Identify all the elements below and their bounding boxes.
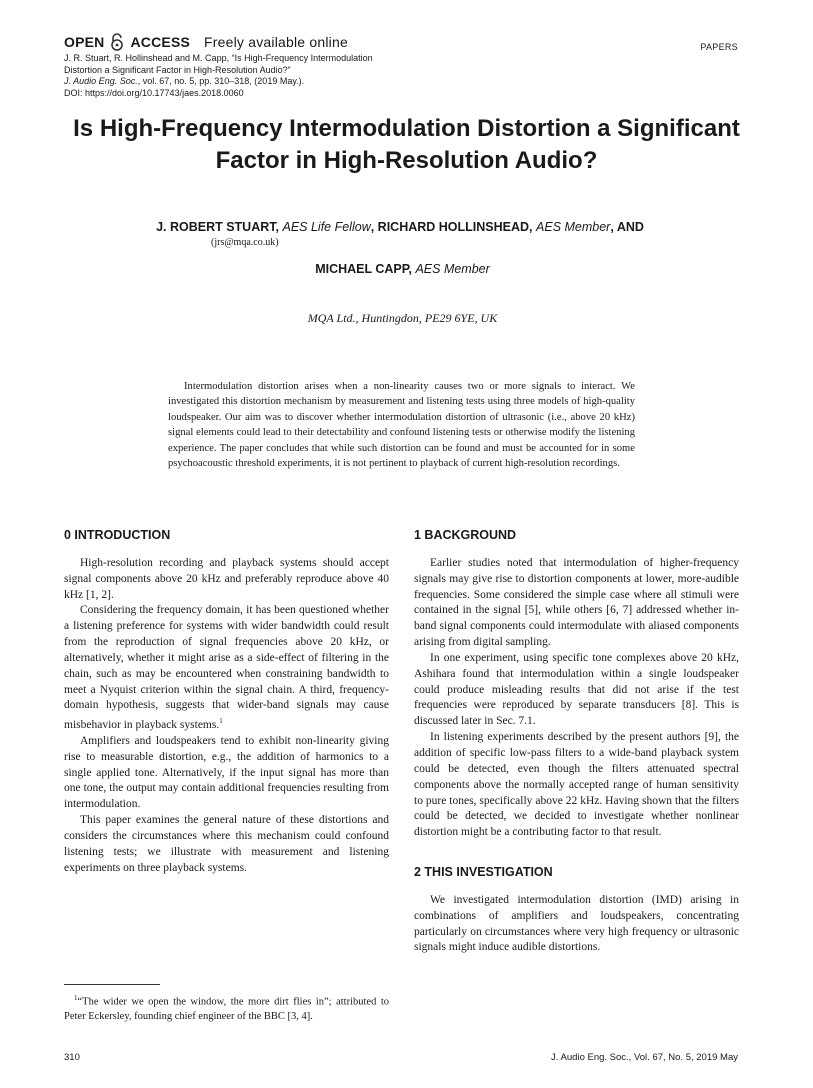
footnote-text: “The wider we open the window, the more dirt flies in”; attributed to Peter Eckersley, founding chief engineer of the BBC [3, 4].: [64, 996, 389, 1022]
footnote-ref[interactable]: 1: [219, 717, 223, 726]
section-label: PAPERS: [700, 42, 738, 52]
paragraph: This paper examines the general nature of these distortions and considers the circumstances where this mechanism could confound listening tests; we illustrate with measurement and listening experiments on three playback systems.: [64, 814, 389, 874]
paragraph: Earlier studies noted that intermodulation of higher-frequency signals may give rise to distortion components at lower, more-audible frequencies. Some considered the simple case where all stimuli were contained in the signal [5], while others [6, 7] addressed whether in-band signal components could intermodulate with aliased components arising from digital sampling.: [414, 556, 739, 649]
oa-open-text: OPEN: [64, 34, 105, 50]
section-heading-background: 1 BACKGROUND: [414, 528, 517, 542]
page-number: 310: [64, 1052, 80, 1063]
affiliation: MQA Ltd., Huntingdon, PE29 6YE, UK: [307, 311, 498, 325]
paper-title: Is High-Frequency Intermodulation Distortion a Significant Factor in High-Resolution Audio?: [73, 115, 740, 174]
author-line: [0, 262, 805, 276]
author-and: , AND: [610, 220, 644, 234]
paragraph: [64, 603, 389, 734]
citation-line: J. R. Stuart, R. Hollinshead and M. Capp, “Is High-Frequency Intermodulation: [64, 53, 373, 63]
oa-free-text: Freely available online: [204, 34, 348, 50]
author-name: MICHAEL CAPP,: [315, 262, 412, 276]
paragraph: In one experiment, using specific tone complexes above 20 kHz, Ashihara found that intermodulation within a single loudspeaker could produce misleading results that did not arise if the test frequencies were reproduced by separate transducers [8]. This is discussed later in Sec. 7.1.: [414, 651, 739, 728]
left-column: [64, 528, 389, 877]
introduction-body: [64, 556, 389, 877]
open-lock-icon: [110, 33, 124, 51]
section-heading-introduction: 0 INTRODUCTION: [64, 528, 171, 542]
abstract: Intermodulation distortion arises when a non-linearity causes two or more signals to interact. We investigated this distortion mechanism by measurement and listening tests using three models of high-quality loudspeaker. Our aim was to discover whether intermodulation distortion of ultrasonic (i.e., above 20 kHz) signal elements could lead to their detectability and confound listening tests or otherwise modify the listening experience. The paper concludes that while such distortion can be found and must be accounted for in some psychoacoustic threshold experiments, it is not pertinent to playback of current high-resolution recordings.: [168, 381, 635, 470]
author-role: AES Life Fellow: [282, 220, 371, 234]
footnote-divider: [64, 984, 160, 985]
right-column: [414, 528, 739, 956]
citation-journal: J. Audio Eng. Soc.: [64, 76, 138, 86]
oa-access-text: ACCESS: [130, 34, 191, 50]
citation-details: , vol. 67, no. 5, pp. 310–318, (2019 May.).: [137, 76, 305, 86]
author-name: , RICHARD HOLLINSHEAD,: [370, 220, 533, 234]
doi-link[interactable]: DOI: https://doi.org/10.17743/jaes.2018.0060: [64, 88, 244, 98]
footnote-mark: 1: [74, 994, 78, 1002]
section-heading-investigation: 2 THIS INVESTIGATION: [414, 865, 553, 880]
paragraph-text: Considering the frequency domain, it has been questioned whether a listening preference for systems with wider bandwidth could result from the reproduction of signal frequencies above 20 kHz, or alternatively, whether it might arise as a side-effect of filtering in the chain, such as may be encountered when constraining bandwidth to meet a Nyquist criterion within the signal chain. A third, frequency-domain hypothesis, suggests that wider-band signals may cause misbehavior in playback systems.: [64, 604, 389, 732]
author-email[interactable]: (jrs@mqa.co.uk): [211, 237, 279, 248]
journal-footer: J. Audio Eng. Soc., Vol. 67, No. 5, 2019 May: [551, 1052, 738, 1063]
paragraph: In listening experiments described by the present authors [9], the addition of specific low-pass filters to a wide-band playback system could be detected, even though the filters attenuated spectral components above the normally accepted range of human sensitivity to pure tones, specifically above 22 kHz. Having shown that the filters could be detected, we decided to investigate whether nonlinear distortion might be a contributing factor to that result.: [414, 731, 739, 839]
open-access-logo: [64, 32, 348, 52]
footnote: [64, 991, 389, 1025]
author-line: [0, 220, 800, 234]
citation-block: [64, 53, 424, 88]
author-name: J. ROBERT STUART,: [156, 220, 279, 234]
citation-journal-line: [64, 76, 424, 88]
author-role: AES Member: [415, 262, 490, 276]
paragraph: We investigated intermodulation distortion (IMD) arising in combinations of amplifiers and loudspeakers, concentrating particularly on circumstances where very high frequency or ultrasonic signals might induce audible distortions.: [414, 893, 739, 954]
paragraph: Amplifiers and loudspeakers tend to exhibit non-linearity giving rise to measurable distortion, e.g., the addition of harmonics to a single applied tone. Alternatively, if the input signal has more than one tone, the output may contain additional frequencies resulting from intermodulation.: [64, 734, 389, 811]
author-role: AES Member: [536, 220, 611, 234]
background-body: [414, 556, 739, 841]
paragraph: High-resolution recording and playback systems should accept signal components above 20 kHz and preferably reproduce above 40 kHz [1, 2].: [64, 556, 389, 601]
citation-line: Distortion a Significant Factor in High-Resolution Audio?”: [64, 64, 291, 75]
investigation-body: [414, 893, 739, 956]
